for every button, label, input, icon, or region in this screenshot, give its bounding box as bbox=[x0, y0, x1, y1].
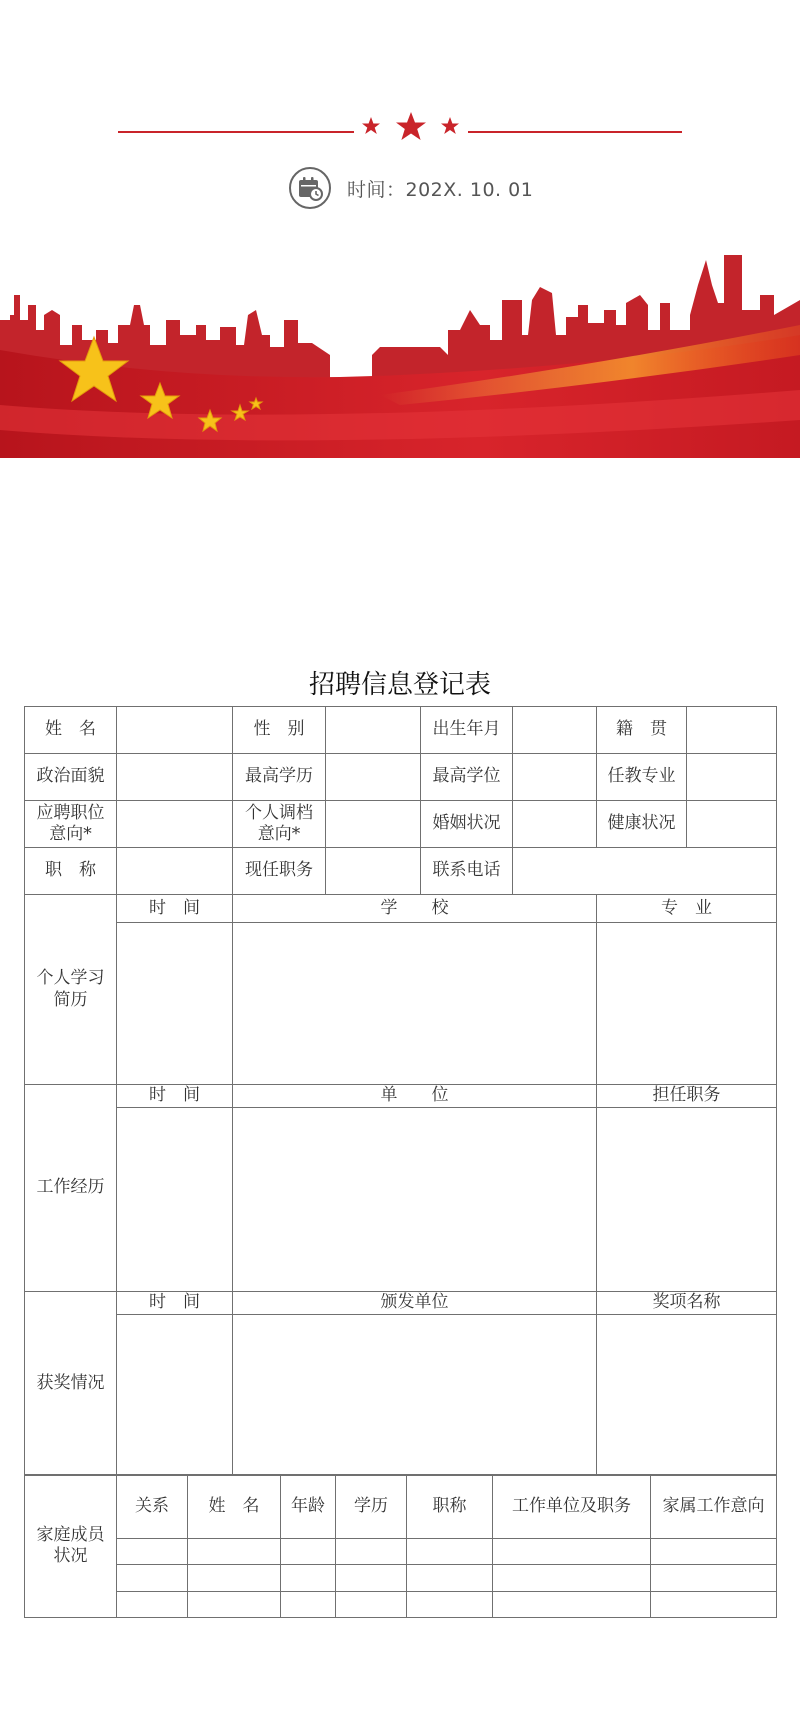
family-cell[interactable] bbox=[117, 1539, 188, 1565]
label-phone: 联系电话 bbox=[421, 848, 513, 895]
section-awards: 获奖情况 bbox=[25, 1292, 117, 1476]
label-gender: 性 别 bbox=[233, 707, 326, 754]
table-row bbox=[25, 1565, 777, 1592]
family-cell[interactable] bbox=[493, 1592, 651, 1618]
section-family: 家庭成员 状况 bbox=[25, 1475, 117, 1618]
label-teaching-major: 任教专业 bbox=[597, 754, 687, 801]
field-name[interactable] bbox=[117, 707, 233, 754]
header-family-age: 年龄 bbox=[281, 1475, 336, 1539]
field-current-duty[interactable] bbox=[326, 848, 421, 895]
family-cell[interactable] bbox=[651, 1565, 777, 1592]
form-title: 招聘信息登记表 bbox=[308, 670, 491, 700]
label-position-intent: 应聘职位 意向* bbox=[25, 801, 117, 848]
label-education: 最高学历 bbox=[233, 754, 326, 801]
section-study: 个人学习 简历 bbox=[25, 895, 117, 1085]
header-family-education: 学历 bbox=[336, 1475, 407, 1539]
label-health: 健康状况 bbox=[597, 801, 687, 848]
family-cell[interactable] bbox=[336, 1539, 407, 1565]
header-work-duty: 担任职务 bbox=[597, 1085, 777, 1108]
field-phone[interactable] bbox=[513, 848, 777, 895]
header-study-major: 专 业 bbox=[597, 895, 777, 923]
star-icon bbox=[360, 110, 462, 152]
header-family-title: 职称 bbox=[407, 1475, 493, 1539]
field-award-name[interactable] bbox=[597, 1315, 777, 1476]
family-cell[interactable] bbox=[117, 1565, 188, 1592]
label-native-place: 籍 贯 bbox=[597, 707, 687, 754]
family-cell[interactable] bbox=[407, 1539, 493, 1565]
header-study-time: 时 间 bbox=[117, 895, 233, 923]
family-cell[interactable] bbox=[188, 1592, 281, 1618]
field-work-duty[interactable] bbox=[597, 1108, 777, 1292]
label-political: 政治面貌 bbox=[25, 754, 117, 801]
family-cell[interactable] bbox=[407, 1592, 493, 1618]
header-work-time: 时 间 bbox=[117, 1085, 233, 1108]
registration-table bbox=[24, 706, 777, 1476]
field-work-unit[interactable] bbox=[233, 1108, 597, 1292]
header-award-time: 时 间 bbox=[117, 1292, 233, 1315]
field-native-place[interactable] bbox=[687, 707, 777, 754]
field-marriage[interactable] bbox=[513, 801, 597, 848]
family-cell[interactable] bbox=[493, 1539, 651, 1565]
field-file-transfer[interactable] bbox=[326, 801, 421, 848]
field-gender[interactable] bbox=[326, 707, 421, 754]
family-cell[interactable] bbox=[117, 1592, 188, 1618]
family-table bbox=[24, 1474, 777, 1618]
header-family-relation: 关系 bbox=[117, 1475, 188, 1539]
header-family-name: 姓 名 bbox=[188, 1475, 281, 1539]
table-row bbox=[25, 1539, 777, 1565]
field-political[interactable] bbox=[117, 754, 233, 801]
field-study-school[interactable] bbox=[233, 923, 597, 1085]
label-file-transfer: 个人调档 意向* bbox=[233, 801, 326, 848]
table-row bbox=[25, 1592, 777, 1618]
header-family-employer: 工作单位及职务 bbox=[493, 1475, 651, 1539]
field-title-rank[interactable] bbox=[117, 848, 233, 895]
family-cell[interactable] bbox=[336, 1565, 407, 1592]
calendar-clock-icon bbox=[289, 167, 331, 209]
section-work: 工作经历 bbox=[25, 1085, 117, 1292]
field-health[interactable] bbox=[687, 801, 777, 848]
field-study-major[interactable] bbox=[597, 923, 777, 1085]
family-cell[interactable] bbox=[188, 1539, 281, 1565]
label-degree: 最高学位 bbox=[421, 754, 513, 801]
label-title-rank: 职 称 bbox=[25, 848, 117, 895]
date-row bbox=[289, 165, 533, 211]
family-cell[interactable] bbox=[493, 1565, 651, 1592]
family-cell[interactable] bbox=[281, 1539, 336, 1565]
field-award-issuer[interactable] bbox=[233, 1315, 597, 1476]
family-cell[interactable] bbox=[281, 1592, 336, 1618]
field-award-time[interactable] bbox=[117, 1315, 233, 1476]
header-award-name: 奖项名称 bbox=[597, 1292, 777, 1315]
field-birth[interactable] bbox=[513, 707, 597, 754]
header-award-issuer: 颁发单位 bbox=[233, 1292, 597, 1315]
city-skyline-banner bbox=[0, 255, 800, 458]
field-education[interactable] bbox=[326, 754, 421, 801]
field-study-time[interactable] bbox=[117, 923, 233, 1085]
field-work-time[interactable] bbox=[117, 1108, 233, 1292]
family-cell[interactable] bbox=[188, 1565, 281, 1592]
family-cell[interactable] bbox=[281, 1565, 336, 1592]
decor-line-left bbox=[118, 131, 354, 133]
family-cell[interactable] bbox=[407, 1565, 493, 1592]
label-current-duty: 现任职务 bbox=[233, 848, 326, 895]
field-teaching-major[interactable] bbox=[687, 754, 777, 801]
decor-line-right bbox=[468, 131, 682, 133]
label-marriage: 婚姻状况 bbox=[421, 801, 513, 848]
header-family-intent: 家属工作意向 bbox=[651, 1475, 777, 1539]
family-cell[interactable] bbox=[651, 1592, 777, 1618]
family-cell[interactable] bbox=[651, 1539, 777, 1565]
field-position-intent[interactable] bbox=[117, 801, 233, 848]
label-birth: 出生年月 bbox=[421, 707, 513, 754]
label-name: 姓 名 bbox=[25, 707, 117, 754]
header-study-school: 学 校 bbox=[233, 895, 597, 923]
field-degree[interactable] bbox=[513, 754, 597, 801]
family-cell[interactable] bbox=[336, 1592, 407, 1618]
date-text: 时间：202X. 10. 01 bbox=[347, 178, 534, 201]
header-work-unit: 单 位 bbox=[233, 1085, 597, 1108]
